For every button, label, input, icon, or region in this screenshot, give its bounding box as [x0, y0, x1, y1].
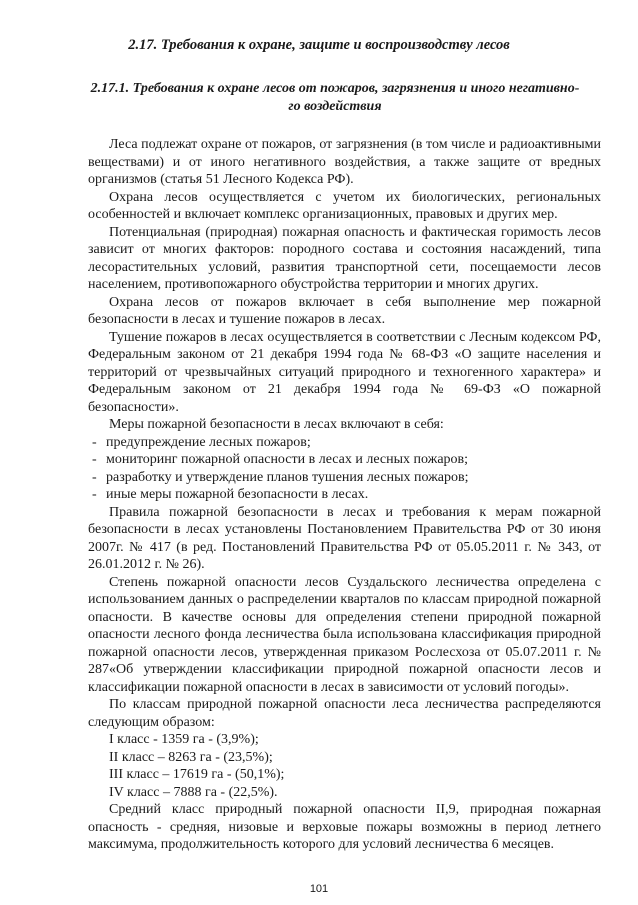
list-marker: -: [92, 452, 97, 467]
paragraph-fire-hazard-factors: Потенциальная (природная) пожарная опасность и фактическая горимость лесов зависит от многих факторов: породного состава и состояния насаждений, типа лесорастительных условий, развития транспортной сети, посещаемости лесов населением, противопожарного обустройства территории и многих других.: [88, 224, 601, 292]
list-marker: -: [92, 434, 97, 450]
list-marker: -: [92, 487, 97, 502]
subsection-heading-line-2: го воздействия: [288, 99, 382, 114]
list-item-text: мониторинг пожарной опасности в лесах и лесных пожаров;: [106, 452, 469, 467]
paragraph-average-class: Средний класс природный пожарной опасности II,9, природная пожарная опасность - средняя, низовые и верховые пожары возможны в период летнего максимума, продолжительность которого для условий лесничества 6 месяцев.: [88, 802, 601, 852]
list-item: [88, 434, 601, 452]
paragraph-safety-measures-intro: Меры пожарной безопасности в лесах включают в себя:: [109, 417, 444, 432]
section-heading: 2.17. Требования к охране, защите и воспроизводству лесов: [128, 37, 510, 53]
list-item-text: иные меры пожарной безопасности в лесах.: [106, 487, 369, 502]
paragraph-hazard-degree: Степень пожарной опасности лесов Суздальского лесничества определена с использованием данных о распределении кварталов по классам природной пожарной опасности. В качестве основы для определения степени природной пожарной опасности лесного фонда лесничества была использована классификация природной пожарной опасности лесов, утвержденная приказом Рослесхоза от 05.07.2011 г. № 287«Об утверждении классификации природной пожарной опасности лесов и классификации пожарной опасности в лесах в зависимости от условий погоды».: [88, 574, 601, 695]
paragraph-fire-protection: Охрана лесов от пожаров включает в себя выполнение мер пожарной безопасности в лесах и тушение пожаров в лесах.: [88, 294, 601, 327]
paragraph-safety-rules: Правила пожарной безопасности в лесах и требования к мерам пожарной безопасности в лесах установлены Постановлением Правительства РФ от 30 июня 2007г. № 417 (в ред. Постановлений Правительства РФ от 05.05.2011 г. № 343, от 26.01.2012 г. № 26).: [88, 504, 601, 572]
hazard-class-item: II класс – 8263 га - (23,5%);: [109, 749, 273, 765]
hazard-class-item: I класс - 1359 га - (3,9%);: [109, 732, 259, 747]
list-item-text: предупреждение лесных пожаров;: [106, 434, 311, 450]
paragraph-protection-measures: Охрана лесов осуществляется с учетом их биологических, региональных особенностей и включает комплекс организационных, правовых и других мер.: [88, 189, 601, 222]
hazard-class-item: III класс – 17619 га - (50,1%);: [109, 767, 285, 782]
body-text: [88, 136, 601, 854]
list-item: [88, 469, 601, 487]
page-number: 101: [309, 883, 329, 895]
list-item: [88, 451, 601, 469]
paragraph-fire-extinguishing: Тушение пожаров в лесах осуществляется в соответствии с Лесным кодексом РФ, Федеральным законом от 21 декабря 1994 года № 68-ФЗ «О защите населения и территорий от чрезвычайных ситуаций природного и техногенного характера» и Федеральным законом от 21 декабря 1994 года № 69-ФЗ «О пожарной безопасности».: [88, 329, 601, 415]
list-item-text: разработку и утверждение планов тушения лесных пожаров;: [106, 469, 469, 485]
paragraph-forest-protection-law: Леса подлежат охране от пожаров, от загрязнения (в том числе и радиоактивными веществами) и от иного негативного воздействия, а также защите от вредных организмов (статья 51 Лесного Кодекса РФ).: [88, 137, 601, 187]
hazard-class-item: IV класс – 7888 га - (22,5%).: [109, 784, 278, 800]
subsection-heading-line-1: 2.17.1. Требования к охране лесов от пожаров, загрязнения и иного негативно-: [90, 81, 580, 96]
safety-measures-list: [88, 434, 601, 504]
paragraph-class-distribution-intro: По классам природной пожарной опасности леса лесничества распределяются следующим образом:: [88, 697, 601, 730]
list-marker: -: [92, 469, 97, 485]
subsection-heading: [68, 80, 602, 116]
list-item: [88, 486, 601, 504]
hazard-class-list: [88, 731, 601, 801]
